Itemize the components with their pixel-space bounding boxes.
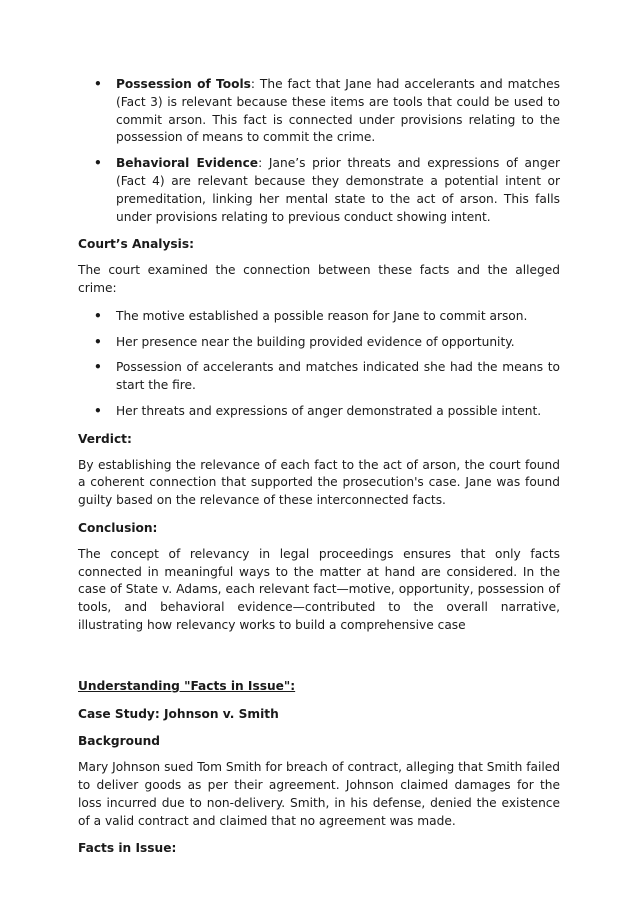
courts-analysis-heading: Court’s Analysis: [78,237,194,252]
conclusion-heading: Conclusion: [78,520,158,535]
verdict-heading: Verdict: [78,431,132,446]
section-spacer [78,642,560,668]
conclusion-text: The concept of relevancy in legal proceedings ensures that only facts connected in meaningful ways to the matter at hand are considered. In the case of State v. Adams, each relevant fact—motive, opportunity, possession of tools, and behavioral evidence—contributed to the overall narrative, illustrating how relevancy works to build a comprehensive case [78,546,560,632]
background-heading: Background [78,734,161,749]
courts-analysis-intro: The court examined the connection between these facts and the alleged crime: [78,263,560,295]
list-item [78,334,560,352]
facts-in-issue-heading: Facts in Issue: [78,841,177,856]
background-text: Mary Johnson sued Tom Smith for breach of contract, alleging that Smith failed to deliver goods as per their agreement. Johnson claimed damages for the loss incurred due to non-delivery. Smith, in his defense, denied the existence of a valid contract and claimed that no agreement was made. [78,760,560,828]
list-item [78,308,560,326]
bullet-icon: • [94,156,102,171]
bullet-icon: • [94,360,102,375]
list-item [78,155,560,226]
facts-in-issue-title: Understanding "Facts in Issue": [78,678,296,693]
list-item [78,359,560,395]
bullet-icon: • [94,308,102,323]
list-item [78,403,560,421]
list-item [78,76,560,147]
case-study-title: Case Study: Johnson v. Smith [78,706,279,721]
list-item-text: Her presence near the building provided evidence of opportunity. [116,334,515,349]
list-item-text: : Jane’s prior threats and expressions of anger (Fact 4) are relevant because they demonstrate a potential intent or premeditation, linking her mental state to the act of arson. This falls under provisions relating to previous conduct showing intent. [116,156,560,224]
list-item-term: Possession of Tools [116,77,251,91]
top-bullet-list [78,76,560,226]
list-item-text: : The fact that Jane had accelerants and matches (Fact 3) is relevant because these items are tools that could be used to commit arson. This fact is connected under provisions relating to the possession of means to commit the crime. [116,77,560,145]
bullet-icon: • [94,403,102,418]
list-item-text: Her threats and expressions of anger demonstrated a possible intent. [116,403,542,418]
bullet-icon: • [94,77,102,91]
courts-analysis-list [78,308,560,421]
list-item-term: Behavioral Evidence [116,156,259,171]
verdict-text: By establishing the relevance of each fact to the act of arson, the court found a coherent connection that supported the prosecution's case. Jane was found guilty based on the relevance of these interconnected facts. [78,457,560,508]
list-item-text: Possession of accelerants and matches indicated she had the means to start the fire. [116,360,560,393]
list-item-text: The motive established a possible reason for Jane to commit arson. [116,308,528,323]
bullet-icon: • [94,334,102,349]
